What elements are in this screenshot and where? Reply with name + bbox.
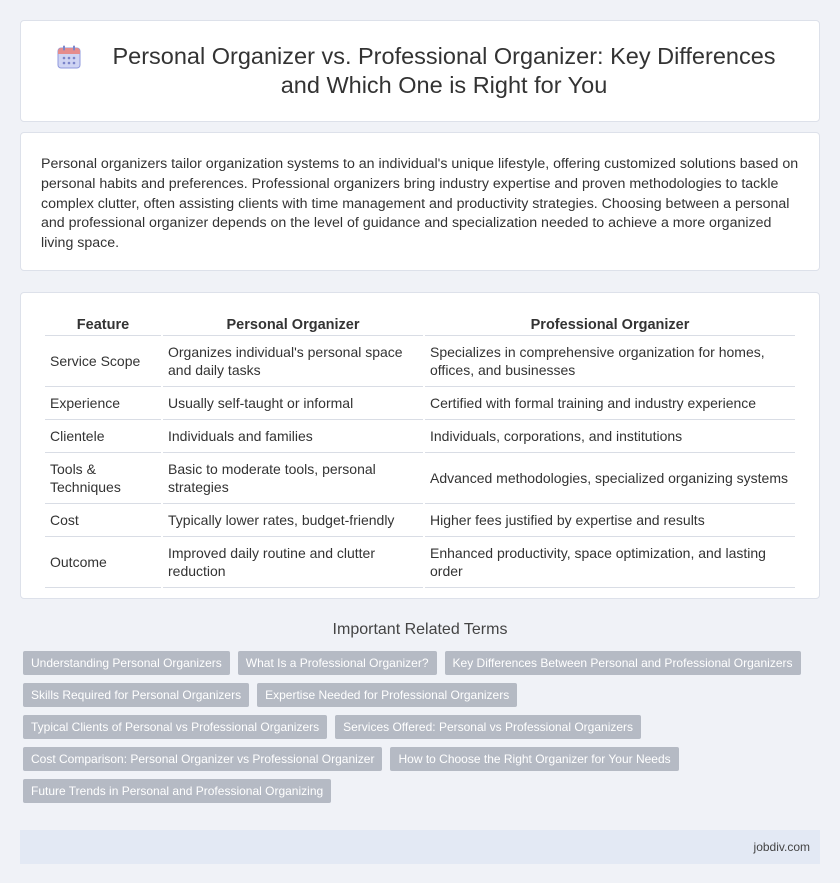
footer-site[interactable]: jobdiv.com <box>753 840 810 854</box>
table-row <box>45 420 795 453</box>
related-tag[interactable]: Future Trends in Personal and Professional Organizing <box>23 779 331 803</box>
header-personal: Personal Organizer <box>163 313 423 336</box>
row-professional: Specializes in comprehensive organization for homes, offices, and businesses <box>425 336 795 387</box>
table-row <box>45 504 795 537</box>
row-personal: Organizes individual's personal space and daily tasks <box>163 336 423 387</box>
row-personal: Individuals and families <box>163 420 423 453</box>
related-tag[interactable]: Services Offered: Personal vs Professional Organizers <box>335 715 641 739</box>
row-professional: Enhanced productivity, space optimization, and lasting order <box>425 537 795 588</box>
related-terms-title: Important Related Terms <box>332 621 508 638</box>
row-personal: Typically lower rates, budget-friendly <box>163 504 423 537</box>
row-feature: Tools & Techniques <box>45 453 161 504</box>
row-feature: Service Scope <box>45 336 161 387</box>
related-tag[interactable]: How to Choose the Right Organizer for Your Needs <box>390 747 678 771</box>
row-personal: Usually self-taught or informal <box>163 387 423 420</box>
related-tag[interactable]: Skills Required for Personal Organizers <box>23 683 249 707</box>
row-professional: Higher fees justified by expertise and results <box>425 504 795 537</box>
row-professional: Certified with formal training and industry experience <box>425 387 795 420</box>
table-row <box>45 387 795 420</box>
table-row <box>45 453 795 504</box>
related-tags <box>23 651 820 811</box>
row-feature: Experience <box>45 387 161 420</box>
row-professional: Advanced methodologies, specialized organizing systems <box>425 453 795 504</box>
header-feature: Feature <box>45 313 161 336</box>
related-tag[interactable]: What Is a Professional Organizer? <box>238 651 437 675</box>
page-title: Personal Organizer vs. Professional Organizer: Key Differences and Which One is Right for You <box>112 43 776 98</box>
footer <box>20 830 820 864</box>
intro-text: Personal organizers tailor organization systems to an individual's unique lifestyle, offering customized solutions based on personal habits and preferences. Professional organizers bring industry expertise and proven methodologies to tackle complex clutter, often assisting clients with time management and productivity strategies. Choosing between a personal and professional organizer depends on the level of guidance and specialization needed to achieve a more organized living space. <box>41 156 799 252</box>
intro-card <box>20 132 820 271</box>
related-tag[interactable]: Expertise Needed for Professional Organizers <box>257 683 517 707</box>
calendar-icon <box>56 44 82 70</box>
table-header-row <box>45 313 795 336</box>
comparison-table <box>43 313 797 588</box>
table-row <box>45 537 795 588</box>
related-tag[interactable]: Typical Clients of Personal vs Professional Organizers <box>23 715 327 739</box>
row-feature: Cost <box>45 504 161 537</box>
table-row <box>45 336 795 387</box>
related-tag[interactable]: Cost Comparison: Personal Organizer vs Professional Organizer <box>23 747 382 771</box>
header-card <box>20 20 820 122</box>
row-personal: Basic to moderate tools, personal strategies <box>163 453 423 504</box>
header-professional: Professional Organizer <box>425 313 795 336</box>
row-personal: Improved daily routine and clutter reduction <box>163 537 423 588</box>
comparison-card <box>20 292 820 599</box>
row-professional: Individuals, corporations, and institutions <box>425 420 795 453</box>
related-tag[interactable]: Understanding Personal Organizers <box>23 651 230 675</box>
row-feature: Clientele <box>45 420 161 453</box>
related-tag[interactable]: Key Differences Between Personal and Professional Organizers <box>445 651 801 675</box>
header-inner <box>56 42 784 100</box>
row-feature: Outcome <box>45 537 161 588</box>
